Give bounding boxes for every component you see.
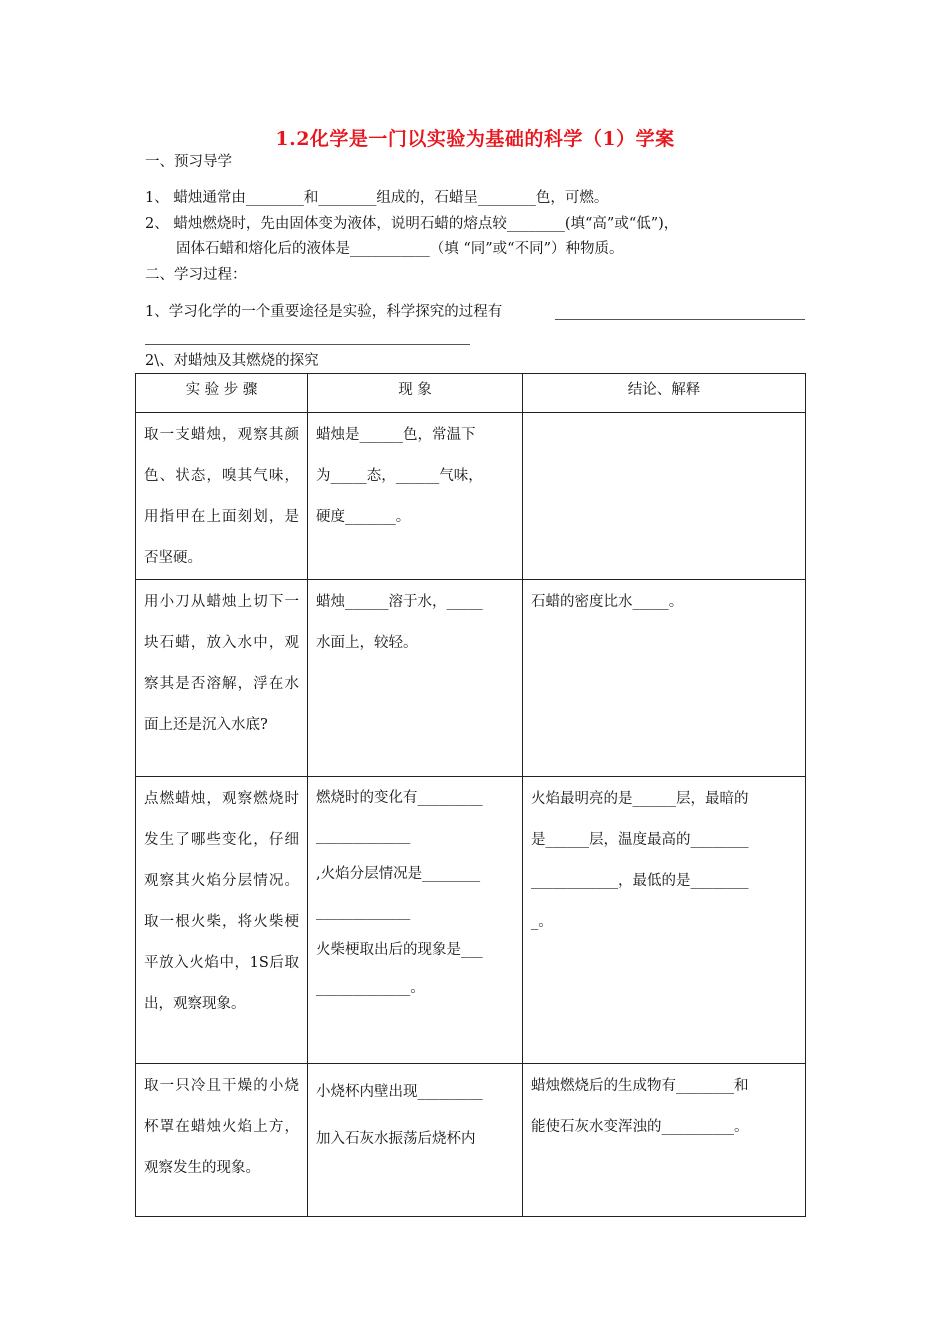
table-row bbox=[136, 1064, 806, 1217]
phenomenon-line: _____________ bbox=[316, 904, 411, 920]
conclusion-cell bbox=[523, 580, 806, 777]
phenomenon-line: 蜡烛______溶于水，_____ bbox=[316, 594, 483, 610]
phenomenon-line: 蜡烛是______色，常温下 bbox=[316, 427, 476, 443]
step-cell: 取一支蜡烛，观察其颜色、状态，嗅其气味，用指甲在上面刻划，是否坚硬。 bbox=[136, 413, 308, 580]
phenomenon-line: 燃烧时的变化有_________ bbox=[316, 790, 483, 806]
conclusion-line: 是______层，温度最高的________ bbox=[531, 832, 749, 848]
phenomenon-cell bbox=[308, 777, 523, 1064]
preview-item-1: 1、 蜡烛通常由________和________组成的，石蜡呈________色，可燃。 bbox=[145, 190, 609, 206]
process-item-1: 1、学习化学的一个重要途径是实验，科学探究的过程有 bbox=[145, 304, 503, 320]
step-cell: 取一只冷且干燥的小烧杯罩在蜡烛火焰上方，观察发生的现象。 bbox=[136, 1064, 308, 1217]
page-title: 1.2化学是一门以实验为基础的科学（1）学案 bbox=[275, 128, 675, 150]
section-process-heading: 二、学习过程： bbox=[145, 267, 247, 283]
step-cell: 点燃蜡烛，观察燃烧时发生了哪些变化，仔细观察其火焰分层情况。取一根火柴，将火柴梗平放入火焰中，1S后取出，观察现象。 bbox=[136, 777, 308, 1064]
answer-rule bbox=[555, 319, 805, 320]
experiment-table bbox=[135, 373, 806, 1217]
answer-rule bbox=[145, 344, 470, 345]
conclusion-line: 蜡烛燃烧后的生成物有________和 bbox=[531, 1078, 749, 1094]
phenomenon-line: 水面上，较轻。 bbox=[316, 635, 418, 651]
phenomenon-line: 火柴梗取出后的现象是___ bbox=[316, 942, 483, 958]
phenomenon-line: 硬度_______。 bbox=[316, 509, 411, 525]
conclusion-line: 火焰最明亮的是______层，最暗的 bbox=[531, 791, 749, 807]
conclusion-cell bbox=[523, 413, 806, 580]
conclusion-line: ____________，最低的是________ bbox=[531, 873, 749, 889]
header-step: 实 验 步 骤 bbox=[136, 374, 308, 413]
phenomenon-cell bbox=[308, 413, 523, 580]
phenomenon-line: 为_____态，______气味， bbox=[316, 468, 483, 484]
phenomenon-cell bbox=[308, 580, 523, 777]
header-phenomenon: 现 象 bbox=[308, 374, 523, 413]
table-header-row bbox=[136, 374, 806, 413]
conclusion-line: 石蜡的密度比水_____。 bbox=[531, 594, 684, 610]
preview-item-2-cont: 固体石蜡和熔化后的液体是___________（填 “同”或“不同”）种物质。 bbox=[176, 241, 624, 257]
conclusion-line: _。 bbox=[531, 914, 553, 930]
table-row bbox=[136, 777, 806, 1064]
table-row bbox=[136, 413, 806, 580]
preview-item-2: 2、 蜡烛燃烧时，先由固体变为液体，说明石蜡的熔点较________(填“高”或“低”)， bbox=[145, 216, 679, 232]
phenomenon-cell bbox=[308, 1064, 523, 1217]
phenomenon-line: 小烧杯内壁出现_________ bbox=[316, 1084, 483, 1100]
conclusion-line: 能使石灰水变浑浊的__________。 bbox=[531, 1119, 749, 1135]
step-cell: 用小刀从蜡烛上切下一块石蜡，放入水中，观察其是否溶解，浮在水面上还是沉入水底? bbox=[136, 580, 308, 777]
phenomenon-line: _____________。 bbox=[316, 980, 425, 996]
conclusion-cell bbox=[523, 777, 806, 1064]
phenomenon-line: _____________ bbox=[316, 828, 411, 844]
section-preview-heading: 一、预习导学 bbox=[145, 154, 232, 170]
header-conclusion: 结论、解释 bbox=[523, 374, 806, 413]
process-item-2: 2\、对蜡烛及其燃烧的探究 bbox=[145, 353, 319, 369]
conclusion-cell bbox=[523, 1064, 806, 1217]
phenomenon-line: 加入石灰水振荡后烧杯内 bbox=[316, 1131, 476, 1147]
table-row bbox=[136, 580, 806, 777]
phenomenon-line: ,火焰分层情况是________ bbox=[316, 866, 481, 882]
